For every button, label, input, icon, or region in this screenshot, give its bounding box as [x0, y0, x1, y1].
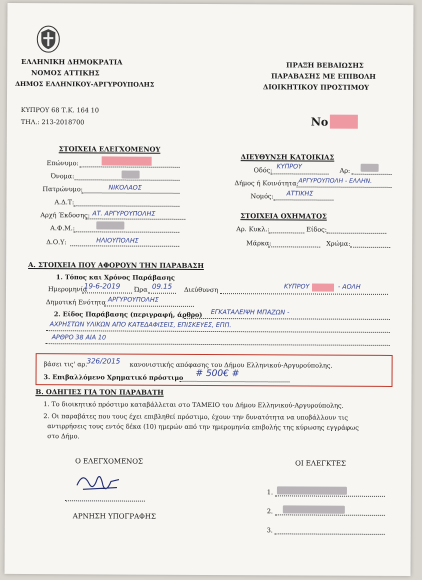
- surname-line: [80, 166, 180, 168]
- issuer-value: ΑΤ. ΑΡΓΥΡΟΥΠΟΛΗΣ: [92, 210, 156, 218]
- unit-label: Δημοτική Ενότητα: [45, 298, 106, 307]
- inspector-1-redaction: [277, 486, 347, 494]
- doc-title-line-1: ΠΡΑΞΗ ΒΕΒΑΙΩΣΗΣ: [286, 61, 364, 70]
- municipality-label: Δήμος ή Κοινότητα:: [234, 179, 299, 188]
- address-line: [220, 293, 388, 295]
- doy-value: ΗΛΙΟΥΠΟΛΗΣ: [96, 237, 139, 245]
- afm-line: [73, 231, 179, 233]
- instruction-2a: 2. Οι παραβάτες που τους έχει επιβληθεί πρόστιμο, έχουν την δυνατότητα να υποβάλλουν τις: [43, 412, 348, 422]
- instruction-2b: αντιρρήσεις τους εντός δέκα (10) ημερών από την ημερομηνία επιβολής της κύρωσης εγγράφως: [47, 422, 359, 432]
- inspected-signature-line: [65, 500, 145, 501]
- father-line: [82, 192, 180, 194]
- vehicle-heading: ΣΤΟΙΧΕΙΑ ΟΧΗΜΑΤΟΣ: [240, 212, 327, 221]
- instruction-1: 1. Το διοικητικό πρόστιμο καταβάλλεται στο ΤΑΜΕΙΟ του Δήμου Ελληνικού-Αργυρούπολης.: [43, 400, 344, 410]
- inspector-3-line: [275, 533, 385, 535]
- refusal-label: ΑΡΝΗΣΗ ΥΠΟΓΡΑΦΗΣ: [72, 512, 156, 521]
- handwritten-signature: [73, 467, 129, 497]
- father-value: ΝΙΚΟΛΑΟΣ: [108, 184, 142, 192]
- inspected-heading: ΣΤΟΙΧΕΙΑ ΕΛΕΓΧΟΜΕΝΟΥ: [58, 145, 161, 154]
- residence-heading: ΔΙΕΥΘΥΝΣΗ ΚΑΤΟΙΚΙΑΣ: [240, 153, 335, 162]
- plate-label: Αρ. Κυκλ.:: [236, 225, 270, 234]
- address-value: ΚΥΠΡΟΥ: [283, 283, 310, 291]
- kind-value-2: ΑΧΡΗΣΤΩΝ ΥΛΙΚΩΝ ΑΠΟ ΚΑΤΕΔΑΦΙΣΕΙΣ, ΕΠΙΣΚΕΥΕΣ, ΕΠΠ.: [49, 321, 232, 330]
- inspector-2-number: 2.: [266, 507, 273, 516]
- inspector-1-number: 1.: [266, 488, 274, 497]
- document-page: [5, 3, 414, 576]
- kind-value-3: ΑΡΘΡΟ 38 ΑΙΑ 10: [51, 334, 107, 342]
- header-prefecture: ΝΟΜΟΣ ΑΤΤΙΚΗΣ: [31, 69, 100, 78]
- date-value: 19-6-2019: [83, 282, 121, 291]
- issuer-line: [85, 218, 185, 220]
- inspectors-label: ΟΙ ΕΛΕΓΚΤΕΣ: [295, 459, 346, 468]
- brand-label: Μάρκα:: [246, 239, 272, 248]
- afm-label: Α.Φ.Μ.:: [50, 224, 75, 233]
- kind-line-1: [184, 318, 390, 320]
- address-label: Διεύθυνση: [183, 285, 219, 295]
- doc-title-line-3: ΔΙΟΙΚΗΤΙΚΟΥ ΠΡΟΣΤΙΜΟΥ: [263, 83, 370, 92]
- section-b-heading: Β. ΟΔΗΓΙΕΣ ΓΙΑ ΤΟΝ ΠΑΡΑΒΑΤΗ: [35, 388, 164, 397]
- surname-label: Επώνυμο:: [46, 159, 79, 168]
- municipality-value: ΑΡΓΥΡΟΥΠΟΛΗ - ΕΛΛΗΝ.: [298, 177, 373, 185]
- name-line: [75, 179, 180, 181]
- father-label: Πατρώνυμο:: [42, 185, 83, 194]
- header-country: ΕΛΛΗΝΙΚΗ ΔΗΜΟΚΡΑΤΙΑ: [21, 58, 123, 67]
- color-label: Χρώμα:: [326, 239, 351, 248]
- greek-emblem-icon: [36, 25, 60, 53]
- street-label: Οδός:: [253, 166, 273, 175]
- kind-heading: 2. Είδος Παράβασης (περιγραφή, άρθρο): [53, 310, 203, 319]
- header-phone: ΤΗΛ.: 213-2018700: [20, 118, 85, 127]
- header-municipality: ΔΗΜΟΣ ΕΛΛΗΝΙΚΟΥ-ΑΡΓΥΡΟΥΠΟΛΗΣ: [15, 79, 155, 89]
- unit-line: [104, 305, 194, 306]
- doy-label: Δ.Ο.Υ:: [46, 238, 67, 247]
- inspected-signature-label: Ο ΕΛΕΓΧΟΜΕΝΟΣ: [75, 457, 144, 466]
- street-line: [271, 173, 329, 174]
- highlight-box: [35, 353, 392, 387]
- street-number-line: [352, 174, 392, 175]
- inspector-3-number: 3.: [266, 526, 273, 535]
- doc-title-line-2: ΠΑΡΑΒΑΣΗΣ ΜΕ ΕΠΙΒΟΛΗ: [271, 72, 376, 81]
- type-label: Είδος:: [306, 225, 327, 234]
- instruction-2c: στο Δήμο.: [47, 432, 80, 441]
- date-line: [82, 292, 132, 293]
- type-line: [326, 233, 386, 234]
- unit-value: ΑΡΓΥΡΟΥΠΟΛΗΣ: [107, 296, 159, 304]
- municipality-line: [297, 186, 392, 187]
- fine-value: # 500€ #: [195, 368, 240, 380]
- surname-redaction: [102, 156, 152, 165]
- kind-line-2: [46, 330, 390, 333]
- street-number-label: Αρ:: [339, 166, 351, 175]
- number-label: No: [310, 115, 329, 129]
- name-label: Όνομα:: [50, 172, 75, 181]
- name-redaction: [122, 171, 140, 179]
- section-a-heading: Α. ΣΤΟΙΧΕΙΑ ΠΟΥ ΑΦΟΡΟΥΝ ΤΗΝ ΠΑΡΑΒΑΣΗ: [28, 261, 204, 270]
- inspector-1-line: [275, 495, 385, 497]
- id-label: Α.Δ.Τ:: [54, 198, 75, 207]
- inspector-2-line: [275, 514, 385, 516]
- kind-line-3: [46, 343, 390, 346]
- inspector-2-redaction: [283, 505, 345, 513]
- basis-label-1: βάσει τις' αρ.: [43, 360, 88, 369]
- basis-label-2: κανονιστικής απόφασης του Δήμου Ελληνικού-Αργυρούπολης.: [129, 360, 333, 370]
- kind-value-1: ΕΓΚΑΤΑΛΕΙΨΗ ΜΠΑΖΩΝ -: [210, 309, 290, 317]
- place-time-heading: 1. Τόπος και Χρόνος Παράβασης: [56, 273, 175, 282]
- street-value: ΚΥΠΡΟΥ: [276, 163, 302, 171]
- afm-redaction: [96, 221, 124, 229]
- brand-line: [268, 246, 320, 247]
- street-number-redaction: [361, 164, 379, 172]
- basis-value: 326/2015: [86, 357, 121, 366]
- id-line: [73, 205, 179, 207]
- time-line: [148, 293, 176, 294]
- doy-line: [70, 245, 179, 247]
- prefecture-value: ΑΤΤΙΚΗΣ: [286, 190, 314, 198]
- color-line: [350, 247, 390, 248]
- address-value-2: - ΑΟΛΗ: [337, 283, 361, 291]
- date-label: Ημερομηνία: [47, 285, 88, 294]
- number-redaction: [330, 115, 358, 129]
- plate-line: [268, 232, 304, 233]
- time-label: Ώρα: [133, 285, 148, 294]
- prefecture-label: Νομός:: [250, 192, 274, 201]
- header-address: ΚΥΠΡΟΥ 68 Τ.Κ. 164 10: [20, 106, 99, 115]
- address-redaction: [312, 284, 334, 292]
- fine-label: 3. Επιβαλλόμενο Χρηματικό πρόστιμο: [43, 373, 184, 382]
- issuer-label: Αρχή Έκδοσης:: [40, 211, 90, 220]
- time-value: 09.15: [151, 282, 173, 291]
- prefecture-line: [273, 199, 333, 200]
